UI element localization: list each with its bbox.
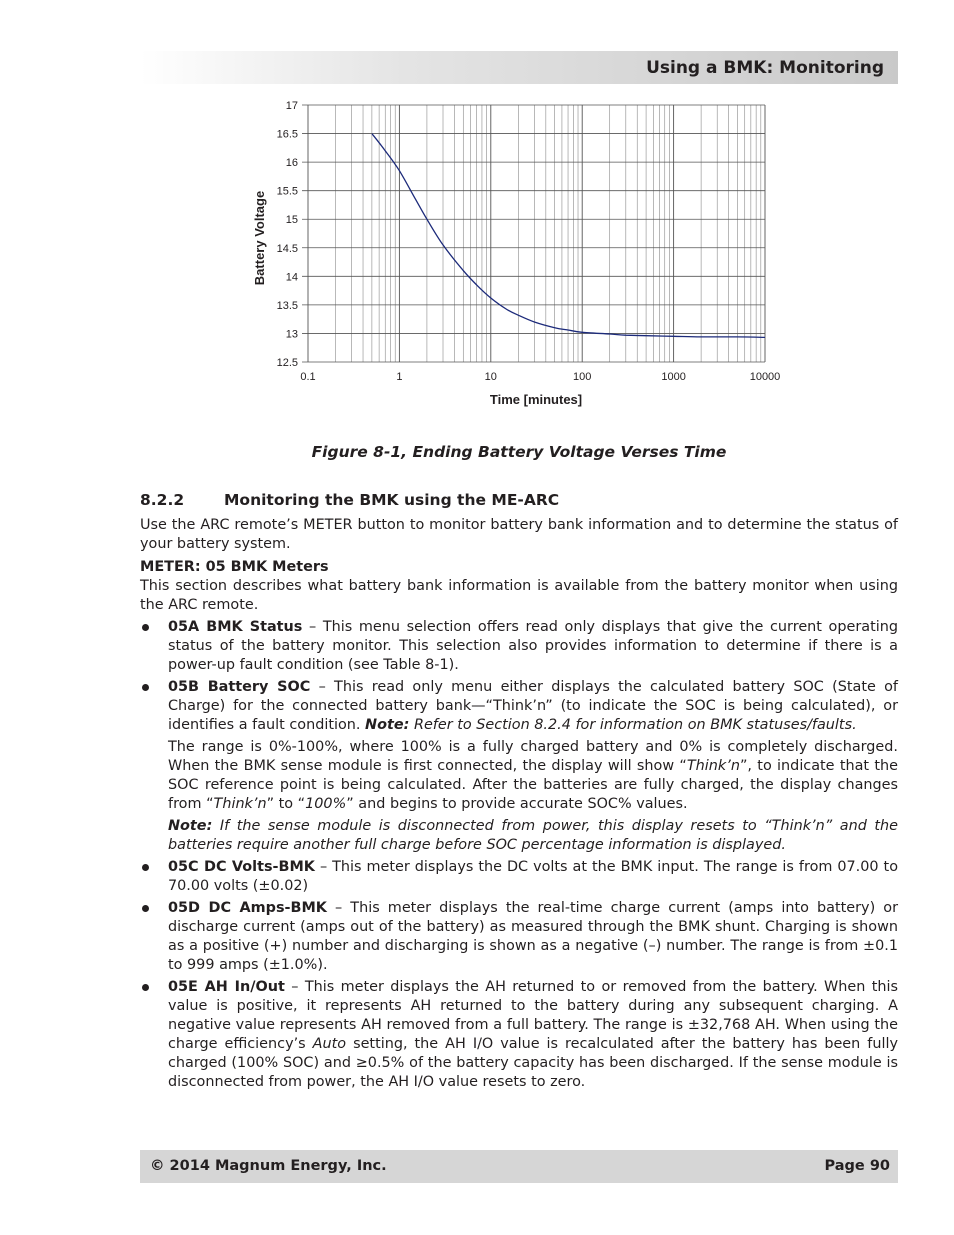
auto-text: Auto — [312, 1036, 347, 1052]
x-tick-labels — [300, 371, 780, 383]
x-tick-label: 1000 — [661, 371, 686, 383]
y-axis-label: Battery Voltage — [252, 190, 267, 286]
full-charge-text: 100% — [305, 796, 347, 812]
note2-label: Note: — [168, 818, 213, 834]
voltage-time-chart — [240, 92, 800, 422]
item-term: 05C DC Volts-BMK — [168, 859, 315, 875]
x-tick-label: 100 — [573, 371, 592, 383]
item-text: – This meter displays the DC volts at the BMK input. The range is from 07.00 to 70.00 volts (±0.02) — [168, 859, 898, 894]
item-text: – This meter displays the real-time charge current (amps into battery) or discharge current (amps out of the battery) as measured through the BMK shunt. Charging is shown as a positive (+) number and discharging is shown as a negative (–) number. The range is from ±0.1 to 999 amps (±1.0%). — [168, 900, 898, 973]
y-tick-label: 13.5 — [276, 299, 298, 312]
list-item-05e — [140, 978, 898, 1092]
footer-copyright: © 2014 Magnum Energy, Inc. — [150, 1158, 387, 1174]
section-number: 8.2.2 — [140, 491, 185, 509]
x-tick-label: 1 — [396, 371, 403, 383]
page-header — [140, 51, 898, 84]
item-text: – This meter displays the AH returned to or removed from the battery. When this value is positive, it represents AH returned to the battery during any subsequent charging. A negative value represents AH removed from a full battery. The range is ±32,768 AH. When using the charge efficiency’s — [168, 979, 898, 1052]
note-text: Refer to Section 8.2.4 for information on BMK statuses/faults. — [409, 717, 857, 733]
item-text: – This menu selection offers read only displays that give the current operating status of the battery monitor. This selection also provides information to determine if there is a power-up fault condition (see Table 8-1). — [168, 619, 898, 673]
list-item-05d — [140, 899, 898, 975]
range-text-4: ” and begins to provide accurate SOC% values. — [346, 796, 688, 812]
item-term: 05D DC Amps-BMK — [168, 900, 327, 916]
y-tick-label: 16.5 — [276, 128, 298, 141]
list-item-05b — [140, 678, 898, 855]
item-text-2: setting, the AH I/O value is recalculated after the battery has been fully charged (100% SOC) and ≥0.5% of the battery capacity has been discharged. If the sense module is disconnected from power, the AH I/O value resets to zero. — [168, 1036, 898, 1090]
section-heading — [140, 491, 559, 509]
range-text-2: ”, to indicate that the SOC reference point is being calculated. After the batteries are fully charged, the display changes from “ — [168, 758, 899, 812]
item-term: 05B Battery SOC — [168, 679, 311, 695]
item-term: 05E AH In/Out — [168, 979, 285, 995]
range-text: The range is 0%-100%, where 100% is a fully charged battery and 0% is completely discharged. When the BMK sense module is first connected, the display will show “ — [168, 739, 898, 774]
x-axis-label: Time [minutes] — [489, 392, 583, 407]
thinkn-text-2: Think’n — [213, 796, 267, 812]
page-footer — [140, 1150, 898, 1183]
range-text-3: ” to “ — [266, 796, 306, 812]
y-tick-label: 15.5 — [276, 185, 298, 198]
note-label: Note: — [365, 717, 410, 733]
list-item-05a — [140, 618, 898, 675]
meter-heading: METER: 05 BMK Meters — [140, 559, 329, 575]
item-term: 05A BMK Status — [168, 619, 303, 635]
y-tick-label: 17 — [285, 100, 298, 112]
meter-intro: This section describes what battery bank information is available from the battery monitor when using the ARC remote. — [140, 578, 898, 613]
body-text — [140, 516, 898, 1095]
voltage-curve — [372, 134, 765, 338]
y-tick-label: 16 — [285, 157, 298, 170]
header-title: Using a BMK: Monitoring — [646, 58, 884, 78]
y-tick-labels — [277, 100, 298, 369]
figure-caption: Figure 8-1, Ending Battery Voltage Verses Time — [311, 443, 727, 461]
section-title: Monitoring the BMK using the ME-ARC — [224, 491, 560, 509]
chart-grid — [302, 105, 765, 362]
y-tick-label: 14 — [285, 271, 298, 284]
note2-text: If the sense module is disconnected from power, this display resets to “Think’n” and the batteries require another full charge before SOC percentage information is displayed. — [168, 818, 898, 853]
x-tick-label: 10000 — [749, 371, 781, 383]
page-number: Page 90 — [824, 1158, 890, 1174]
thinkn-text: Think’n — [686, 758, 740, 774]
intro-paragraph: Use the ARC remote’s METER button to monitor battery bank information and to determine the status of your battery system. — [140, 517, 898, 552]
list-item-05c — [140, 858, 898, 896]
meter-list — [140, 618, 898, 1092]
y-tick-label: 14.5 — [276, 242, 298, 255]
x-tick-label: 10 — [484, 371, 497, 383]
y-tick-label: 15 — [285, 214, 298, 227]
item-text: – This read only menu either displays the calculated battery SOC (State of Charge) for the connected battery bank—“Think’n” (to indicate the SOC is being calculated), or identifies a fault condition. — [168, 679, 898, 733]
y-tick-label: 13 — [285, 328, 298, 341]
y-tick-label: 12.5 — [276, 357, 298, 369]
x-tick-label: 0.1 — [300, 371, 316, 383]
